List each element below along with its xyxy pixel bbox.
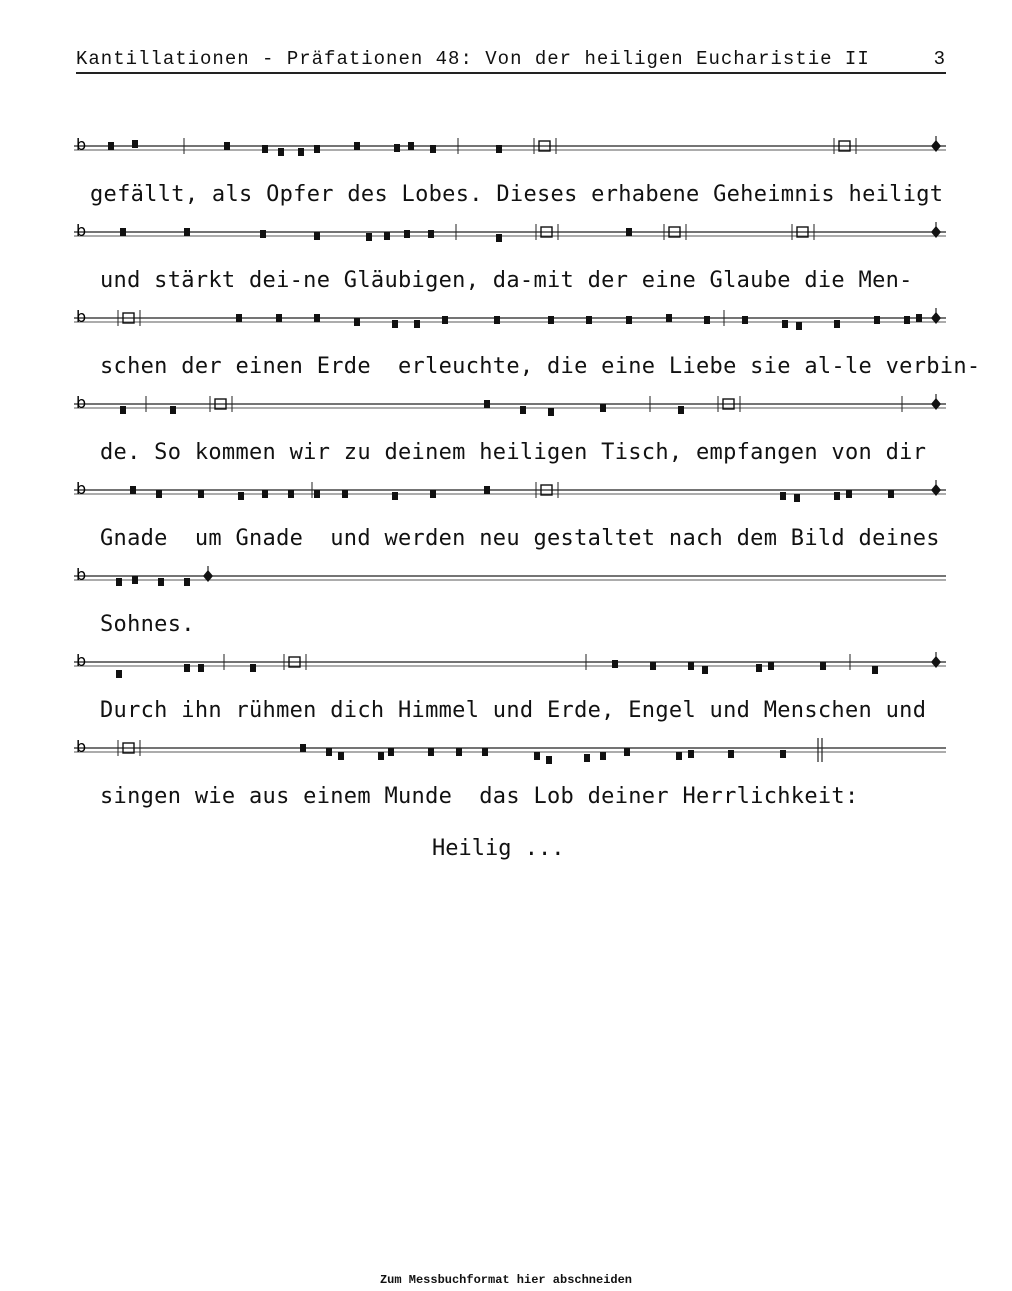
page-title: Kantillationen - Präfationen 48: Von der heiligen Eucharistie II bbox=[76, 48, 870, 70]
svg-text:b: b bbox=[76, 738, 87, 756]
lyric-line-4: de. So kommen wir zu deinem heiligen Tisch, empfangen von dir bbox=[100, 440, 927, 465]
lyric-line-6: Sohnes. bbox=[100, 612, 195, 637]
svg-text:b: b bbox=[76, 480, 87, 498]
lyric-line-8: singen wie aus einem Munde das Lob deiner Herrlichkeit: bbox=[100, 784, 859, 809]
svg-text:b: b bbox=[76, 566, 87, 584]
footer-cut-note: Zum Messbuchformat hier abschneiden bbox=[379, 1273, 633, 1287]
chant-staff-5 bbox=[74, 480, 946, 504]
lyric-line-7: Durch ihn rühmen dich Himmel und Erde, Engel und Menschen und bbox=[100, 698, 927, 723]
closing-text: Heilig ... bbox=[432, 836, 565, 861]
lyric-line-5: Gnade um Gnade und werden neu gestaltet nach dem Bild deines bbox=[100, 526, 940, 551]
lyric-line-1: gefällt, als Opfer des Lobes. Dieses erhabene Geheimnis heiligt bbox=[90, 182, 944, 207]
svg-text:b: b bbox=[76, 308, 87, 326]
page-header bbox=[76, 46, 946, 74]
chant-staff-1 bbox=[74, 136, 946, 160]
svg-text:b: b bbox=[76, 222, 87, 240]
chant-staff-2 bbox=[74, 222, 946, 246]
lyric-line-3: schen der einen Erde erleuchte, die eine Liebe sie al-le verbin- bbox=[100, 354, 981, 379]
svg-text:b: b bbox=[76, 394, 87, 412]
lyric-line-2: und stärkt dei-ne Gläubigen, da-mit der eine Glaube die Men- bbox=[100, 268, 913, 293]
chant-staff-7 bbox=[74, 652, 946, 676]
chant-staff-8 bbox=[74, 738, 946, 762]
chant-staff-4 bbox=[74, 394, 946, 418]
chant-staff-6 bbox=[74, 566, 946, 590]
svg-text:b: b bbox=[76, 136, 87, 154]
chant-staff-3 bbox=[74, 308, 946, 332]
svg-text:b: b bbox=[76, 652, 87, 670]
page-number: 3 bbox=[933, 48, 946, 70]
